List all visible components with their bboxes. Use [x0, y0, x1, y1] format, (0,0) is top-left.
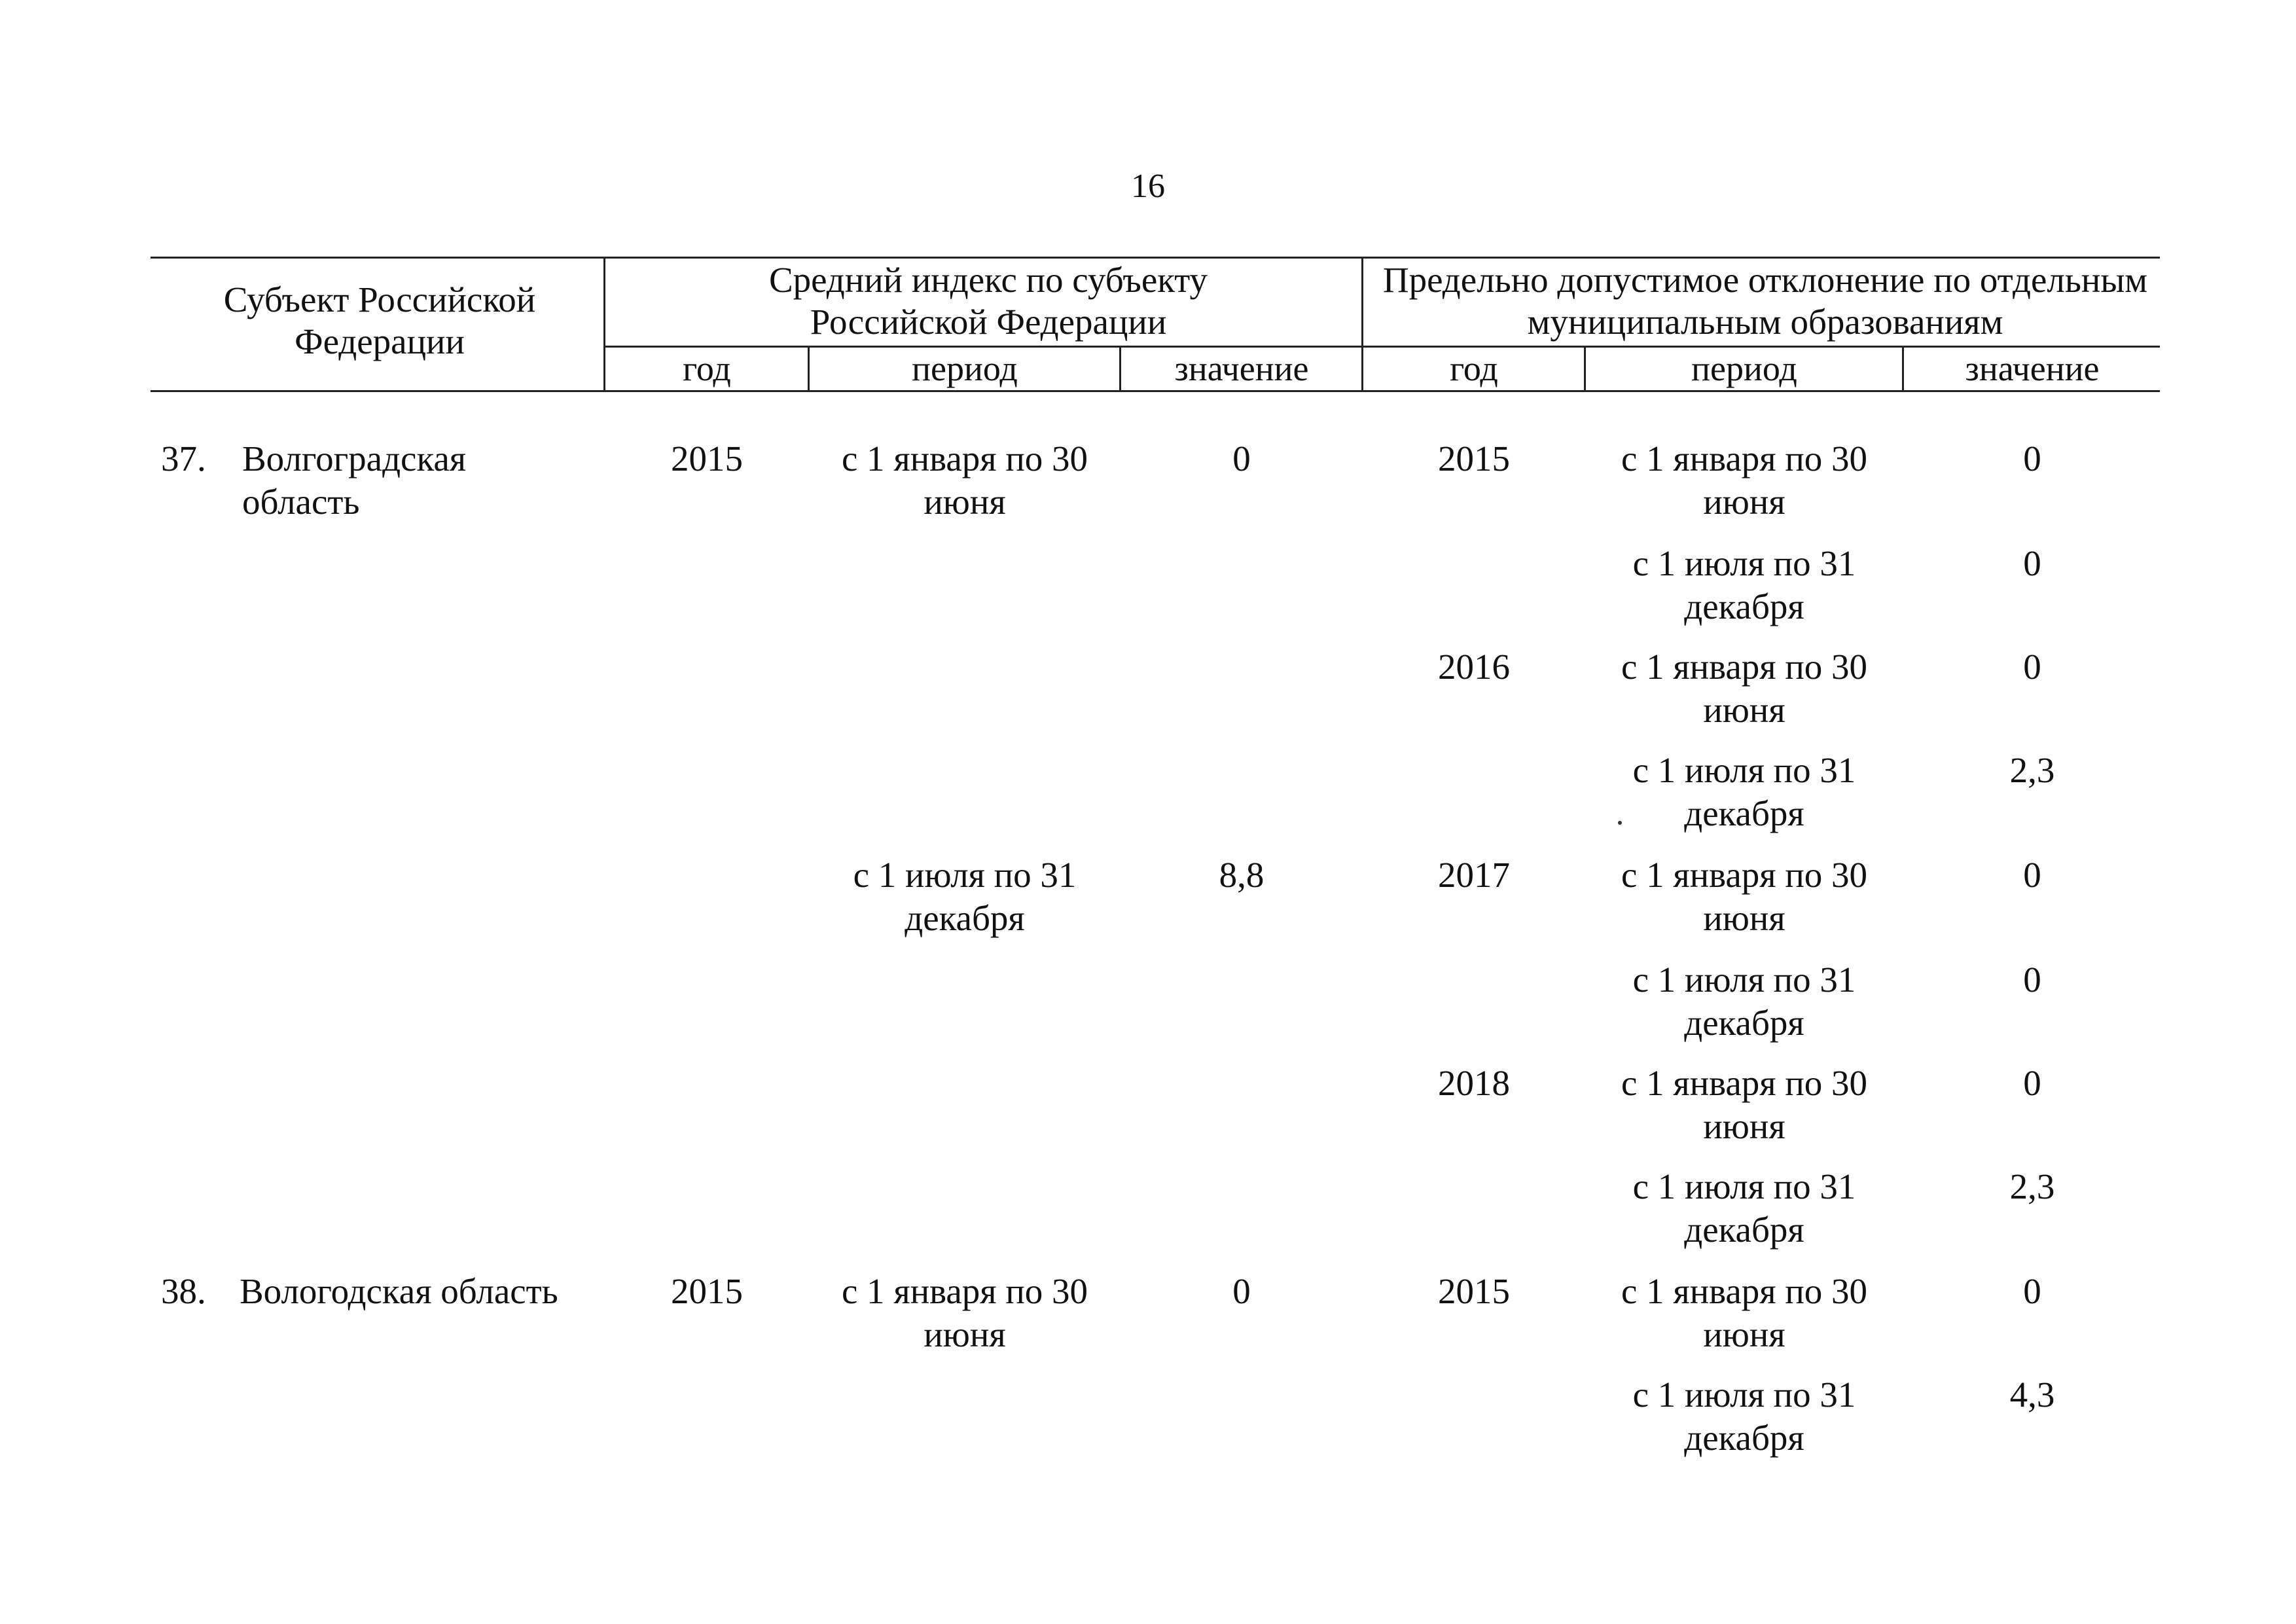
header-group-average: Средний индекс по субъекту Российской Федерации: [768, 260, 1208, 342]
page-number: 16: [1131, 168, 1165, 205]
header-avg-period: период: [912, 349, 1018, 388]
header-top-rule: [151, 257, 2160, 259]
header-divider-dev-year: [1584, 346, 1586, 391]
dev-period: с 1 июля по 31 декабря: [1632, 960, 1856, 1043]
avg-period: с 1 января по 30 июня: [841, 1271, 1088, 1354]
stray-dot-mark: [1618, 821, 1622, 825]
header-avg-value: значение: [1174, 349, 1309, 388]
header-dev-year: год: [1450, 349, 1498, 388]
dev-year: 2015: [1438, 1271, 1510, 1311]
avg-value: 8,8: [1219, 855, 1265, 895]
dev-period: с 1 января по 30 июня: [1621, 855, 1868, 938]
dev-period: с 1 июля по 31 декабря: [1632, 543, 1856, 626]
dev-value: 0: [2023, 647, 2041, 687]
dev-value: 2,3: [2009, 750, 2055, 790]
dev-year: 2015: [1438, 439, 1510, 478]
subject-number: 37.: [161, 439, 206, 478]
dev-period: с 1 января по 30 июня: [1621, 647, 1868, 730]
dev-period: с 1 января по 30 июня: [1621, 1271, 1868, 1354]
header-divider-groups: [1361, 257, 1363, 391]
header-dev-value: значение: [1965, 349, 2100, 388]
dev-value: 0: [2023, 1271, 2041, 1311]
dev-year: 2017: [1438, 855, 1510, 895]
dev-value: 0: [2023, 439, 2041, 478]
dev-year: 2016: [1438, 647, 1510, 687]
avg-year: 2015: [671, 1271, 743, 1311]
header-subject: Субъект Российской Федерации: [223, 280, 536, 361]
header-mid-rule: [603, 346, 2160, 348]
dev-period: с 1 июля по 31 декабря: [1632, 750, 1856, 833]
subject-name: Волгоградская область: [242, 439, 467, 522]
avg-value: 0: [1232, 439, 1251, 478]
header-divider-dev-period: [1902, 346, 1904, 391]
subject-name: Вологодская область: [240, 1271, 558, 1311]
dev-period: с 1 июля по 31 декабря: [1632, 1375, 1856, 1458]
header-bottom-rule: [151, 390, 2160, 392]
header-divider-avg-period: [1119, 346, 1121, 391]
dev-value: 0: [2023, 855, 2041, 895]
avg-year: 2015: [671, 439, 743, 478]
avg-period: с 1 января по 30 июня: [841, 439, 1088, 522]
header-avg-year: год: [683, 349, 731, 388]
dev-period: с 1 января по 30 июня: [1621, 439, 1868, 522]
header-divider-subject: [603, 257, 605, 391]
dev-value: 0: [2023, 960, 2041, 1000]
header-group-deviation: Предельно допустимое отклонение по отдельным муниципальным образованиям: [1382, 260, 2148, 342]
dev-value: 2,3: [2009, 1166, 2055, 1206]
dev-value: 0: [2023, 1063, 2041, 1103]
dev-period: с 1 января по 30 июня: [1621, 1063, 1868, 1146]
avg-value: 0: [1232, 1271, 1251, 1311]
dev-value: 0: [2023, 543, 2041, 583]
header-divider-avg-year: [808, 346, 810, 391]
header-dev-period: период: [1691, 349, 1797, 388]
dev-period: с 1 июля по 31 декабря: [1632, 1166, 1856, 1250]
subject-number: 38.: [161, 1271, 206, 1311]
dev-year: 2018: [1438, 1063, 1510, 1103]
dev-value: 4,3: [2009, 1375, 2055, 1415]
avg-period: с 1 июля по 31 декабря: [853, 855, 1077, 938]
